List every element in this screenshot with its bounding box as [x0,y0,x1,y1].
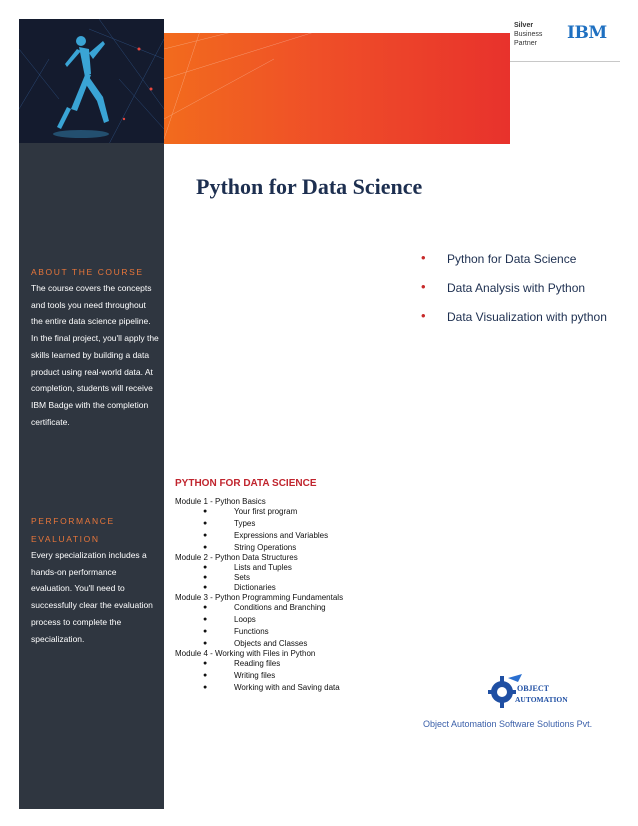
module-list [175,497,505,695]
module-item-label: Dictionaries [234,583,276,592]
bullet-icon: ● [203,640,208,647]
module-item-label: Sets [234,573,251,582]
company-name: Object Automation Software Solutions Pvt. [423,719,593,729]
about-text: The course covers the concepts and tools you need throughout the entire data science pipeline. In the final project, you'll apply the skills learned by building a data product using real-world data. At completion, students will receive IBM Badge with the completion certificate. [31,283,159,427]
module-item-label: String Operations [234,543,297,552]
bullet-item [421,281,611,295]
module-item [175,563,505,573]
bullet-item [421,252,611,266]
bullet-icon: ● [203,520,208,527]
logo-line-1: OBJECT [517,684,550,693]
bullet-label: Data Visualization with python [447,310,607,324]
bullet-icon: ● [203,544,208,551]
partner-divider [510,61,620,62]
bullet-icon: ● [203,532,208,539]
hero-runner-image [19,19,164,144]
bullet-icon: ● [203,564,208,571]
module-title: Module 2 - Python Data Structures [175,553,298,562]
bullet-label: Python for Data Science [447,252,577,266]
performance-text: Every specialization includes a hands-on performance evaluation. You'll need to successfully clear the evaluation process to complete the specialization. [31,550,153,644]
bullet-icon: ● [203,604,208,611]
bullet-label: Data Analysis with Python [447,281,586,295]
page-title: Python for Data Science [196,174,423,199]
module-item-label: Working with and Saving data [234,683,340,692]
section-title: PYTHON FOR DATA SCIENCE [175,478,317,489]
module-item-label: Expressions and Variables [234,531,329,540]
module-title: Module 1 - Python Basics [175,497,266,506]
module-item [175,671,505,683]
module-item [175,543,505,553]
bullet-icon: ● [203,508,208,515]
hero-banner [164,19,510,144]
bullet-item [421,310,611,324]
bullet-icon: • [421,308,426,323]
module-item-label: Reading files [234,659,281,668]
module-item [175,573,505,583]
module-item-label: Writing files [234,671,276,680]
bullet-icon: ● [203,616,208,623]
partner-line-2: Business [514,31,543,38]
module-item-label: Types [234,519,256,528]
ibm-partner-badge [510,19,620,61]
module-title: Module 4 - Working with Files in Python [175,649,316,658]
bullet-icon: ● [203,584,208,591]
module-item [175,615,505,627]
course-bullet-list [421,252,611,339]
logo-line-2: AUTOMATION [515,695,568,704]
module-item [175,659,505,671]
module-title: Module 3 - Python Programming Fundamentals [175,593,344,602]
bullet-icon: ● [203,628,208,635]
object-automation-logo [488,672,568,712]
module-item [175,627,505,639]
bullet-icon: • [421,279,426,294]
sidebar [19,143,164,809]
module-item [175,639,505,649]
module-item [175,603,505,615]
module-item [175,507,505,519]
ibm-logo: IBM [567,23,607,43]
module-item [175,683,505,695]
module-item-label: Objects and Classes [234,639,308,648]
module-item-label: Your first program [234,507,298,516]
module-item-label: Lists and Tuples [234,563,292,572]
hero-top-strip [164,19,510,33]
partner-line-1: Silver [514,22,534,29]
bullet-icon: ● [203,684,208,691]
bullet-icon: • [421,250,426,265]
bullet-icon: ● [203,660,208,667]
bullet-icon: ● [203,574,208,581]
evaluation-heading: EVALUATION [31,534,100,544]
module-item-label: Functions [234,627,269,636]
module-item [175,583,505,593]
module-item [175,519,505,531]
performance-heading: PERFORMANCE [31,516,115,526]
module-item-label: Loops [234,615,256,624]
partner-line-3: Partner [514,40,537,47]
module-item [175,531,505,543]
about-heading: ABOUT THE COURSE [31,267,144,277]
bullet-icon: ● [203,672,208,679]
module-item-label: Conditions and Branching [234,603,326,612]
